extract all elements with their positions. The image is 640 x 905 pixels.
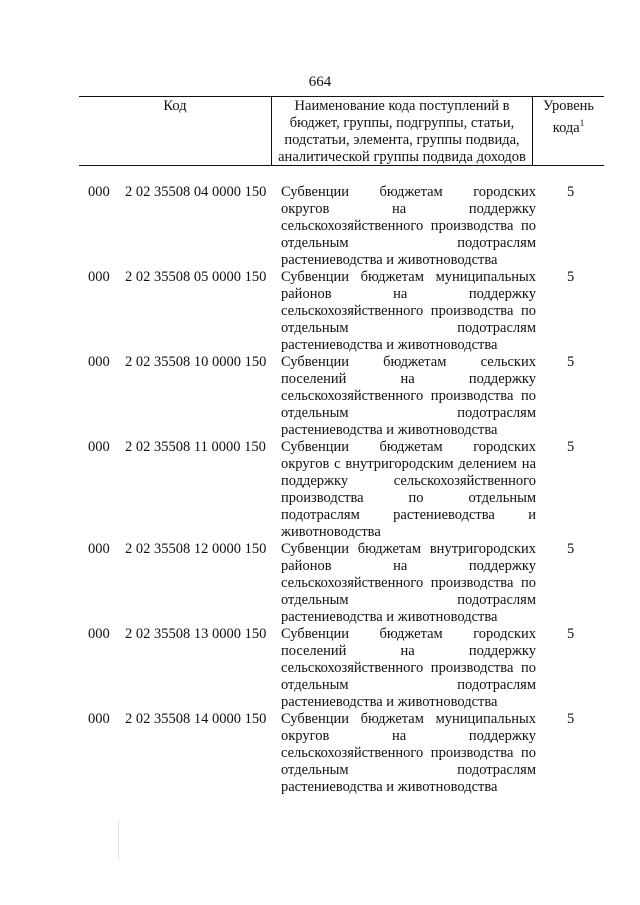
revenue-name-line: Субвенции бюджетам муниципальных (281, 269, 536, 285)
revenue-name-line: Субвенции бюджетам внутригородских (281, 541, 536, 557)
scan-artifact (118, 820, 119, 860)
revenue-name-line: округов с внутригородским делением на (281, 456, 536, 472)
header-name-column (271, 97, 533, 165)
revenue-name-line: Субвенции бюджетам муниципальных (281, 711, 536, 727)
table-row (0, 711, 640, 796)
revenue-name-line: животноводства (281, 524, 381, 540)
header-level-column (533, 97, 604, 165)
revenue-name-line: отдельным подотраслям (281, 677, 536, 693)
header-name-line: подстатьи, элемента, группы подвида, (284, 132, 520, 148)
admin-code: 000 (88, 269, 110, 285)
footnote-marker: 1 (579, 118, 585, 128)
admin-code: 000 (88, 439, 110, 455)
table-body (0, 184, 640, 796)
revenue-name (281, 354, 536, 439)
revenue-code: 2 02 35508 04 0000 150 (125, 184, 267, 200)
header-name-line: Наименование кода поступлений в (294, 98, 510, 114)
header-level-line1: Уровень (542, 98, 595, 114)
admin-code: 000 (88, 184, 110, 200)
revenue-name-line: растениеводства и животноводства (281, 422, 498, 438)
admin-code: 000 (88, 711, 110, 727)
code-level: 5 (567, 269, 575, 285)
revenue-name-line: Субвенции бюджетам городских (281, 626, 536, 642)
table-row (0, 269, 640, 354)
revenue-name-line: поселений на поддержку (281, 371, 536, 387)
code-level: 5 (567, 184, 575, 200)
revenue-name-line: поддержку сельскохозяйственного (281, 473, 536, 489)
revenue-code: 2 02 35508 11 0000 150 (125, 439, 266, 455)
revenue-name-line: сельскохозяйственного производства по (281, 745, 536, 761)
revenue-name (281, 626, 536, 711)
revenue-name-line: подотраслям растениеводства и (281, 507, 536, 523)
revenue-name (281, 541, 536, 626)
table-row (0, 439, 640, 541)
revenue-name (281, 269, 536, 354)
revenue-name-line: Субвенции бюджетам городских (281, 439, 536, 455)
header-name-line: бюджет, группы, подгруппы, статьи, (289, 115, 515, 131)
table-row (0, 354, 640, 439)
revenue-code: 2 02 35508 14 0000 150 (125, 711, 267, 727)
revenue-name-line: отдельным подотраслям (281, 592, 536, 608)
revenue-name-line: растениеводства и животноводства (281, 252, 498, 268)
revenue-name-line: растениеводства и животноводства (281, 609, 498, 625)
revenue-name-line: Субвенции бюджетам сельских (281, 354, 536, 370)
admin-code: 000 (88, 541, 110, 557)
revenue-name-line: отдельным подотраслям (281, 320, 536, 336)
revenue-name-line: Субвенции бюджетам городских (281, 184, 536, 200)
revenue-name-line: сельскохозяйственного производства по (281, 575, 536, 591)
page-number: 664 (308, 74, 332, 90)
header-level-label: кода (552, 119, 580, 136)
revenue-name-line: растениеводства и животноводства (281, 694, 498, 710)
revenue-name-line: сельскохозяйственного производства по (281, 660, 536, 676)
revenue-name (281, 439, 536, 541)
code-level: 5 (567, 541, 575, 557)
revenue-name-line: производства по отдельным (281, 490, 536, 506)
admin-code: 000 (88, 354, 110, 370)
header-code-label: Код (163, 98, 187, 114)
revenue-name-line: сельскохозяйственного производства по (281, 388, 536, 404)
header-name-line: аналитической группы подвида доходов (278, 149, 526, 165)
admin-code: 000 (88, 626, 110, 642)
header-level-line2 (533, 115, 604, 137)
revenue-name (281, 184, 536, 269)
table-row (0, 184, 640, 269)
revenue-name-line: поселений на поддержку (281, 643, 536, 659)
table-header (79, 96, 604, 166)
code-level: 5 (567, 711, 575, 727)
code-level: 5 (567, 626, 575, 642)
revenue-code: 2 02 35508 12 0000 150 (125, 541, 267, 557)
revenue-name-line: растениеводства и животноводства (281, 337, 498, 353)
table-row (0, 541, 640, 626)
revenue-name-line: районов на поддержку (281, 558, 536, 574)
revenue-code: 2 02 35508 13 0000 150 (125, 626, 267, 642)
revenue-name-line: сельскохозяйственного производства по (281, 218, 536, 234)
revenue-name-line: районов на поддержку (281, 286, 536, 302)
revenue-code: 2 02 35508 05 0000 150 (125, 269, 267, 285)
code-level: 5 (567, 439, 575, 455)
revenue-name-line: растениеводства и животноводства (281, 779, 498, 795)
revenue-name-line: отдельным подотраслям (281, 762, 536, 778)
revenue-name-line: отдельным подотраслям (281, 405, 536, 421)
revenue-name-line: сельскохозяйственного производства по (281, 303, 536, 319)
revenue-code: 2 02 35508 10 0000 150 (125, 354, 267, 370)
header-code-column (79, 97, 271, 165)
revenue-name-line: округов на поддержку (281, 201, 536, 217)
revenue-name-line: округов на поддержку (281, 728, 536, 744)
revenue-name-line: отдельным подотраслям (281, 235, 536, 251)
code-level: 5 (567, 354, 575, 370)
revenue-name (281, 711, 536, 796)
table-row (0, 626, 640, 711)
